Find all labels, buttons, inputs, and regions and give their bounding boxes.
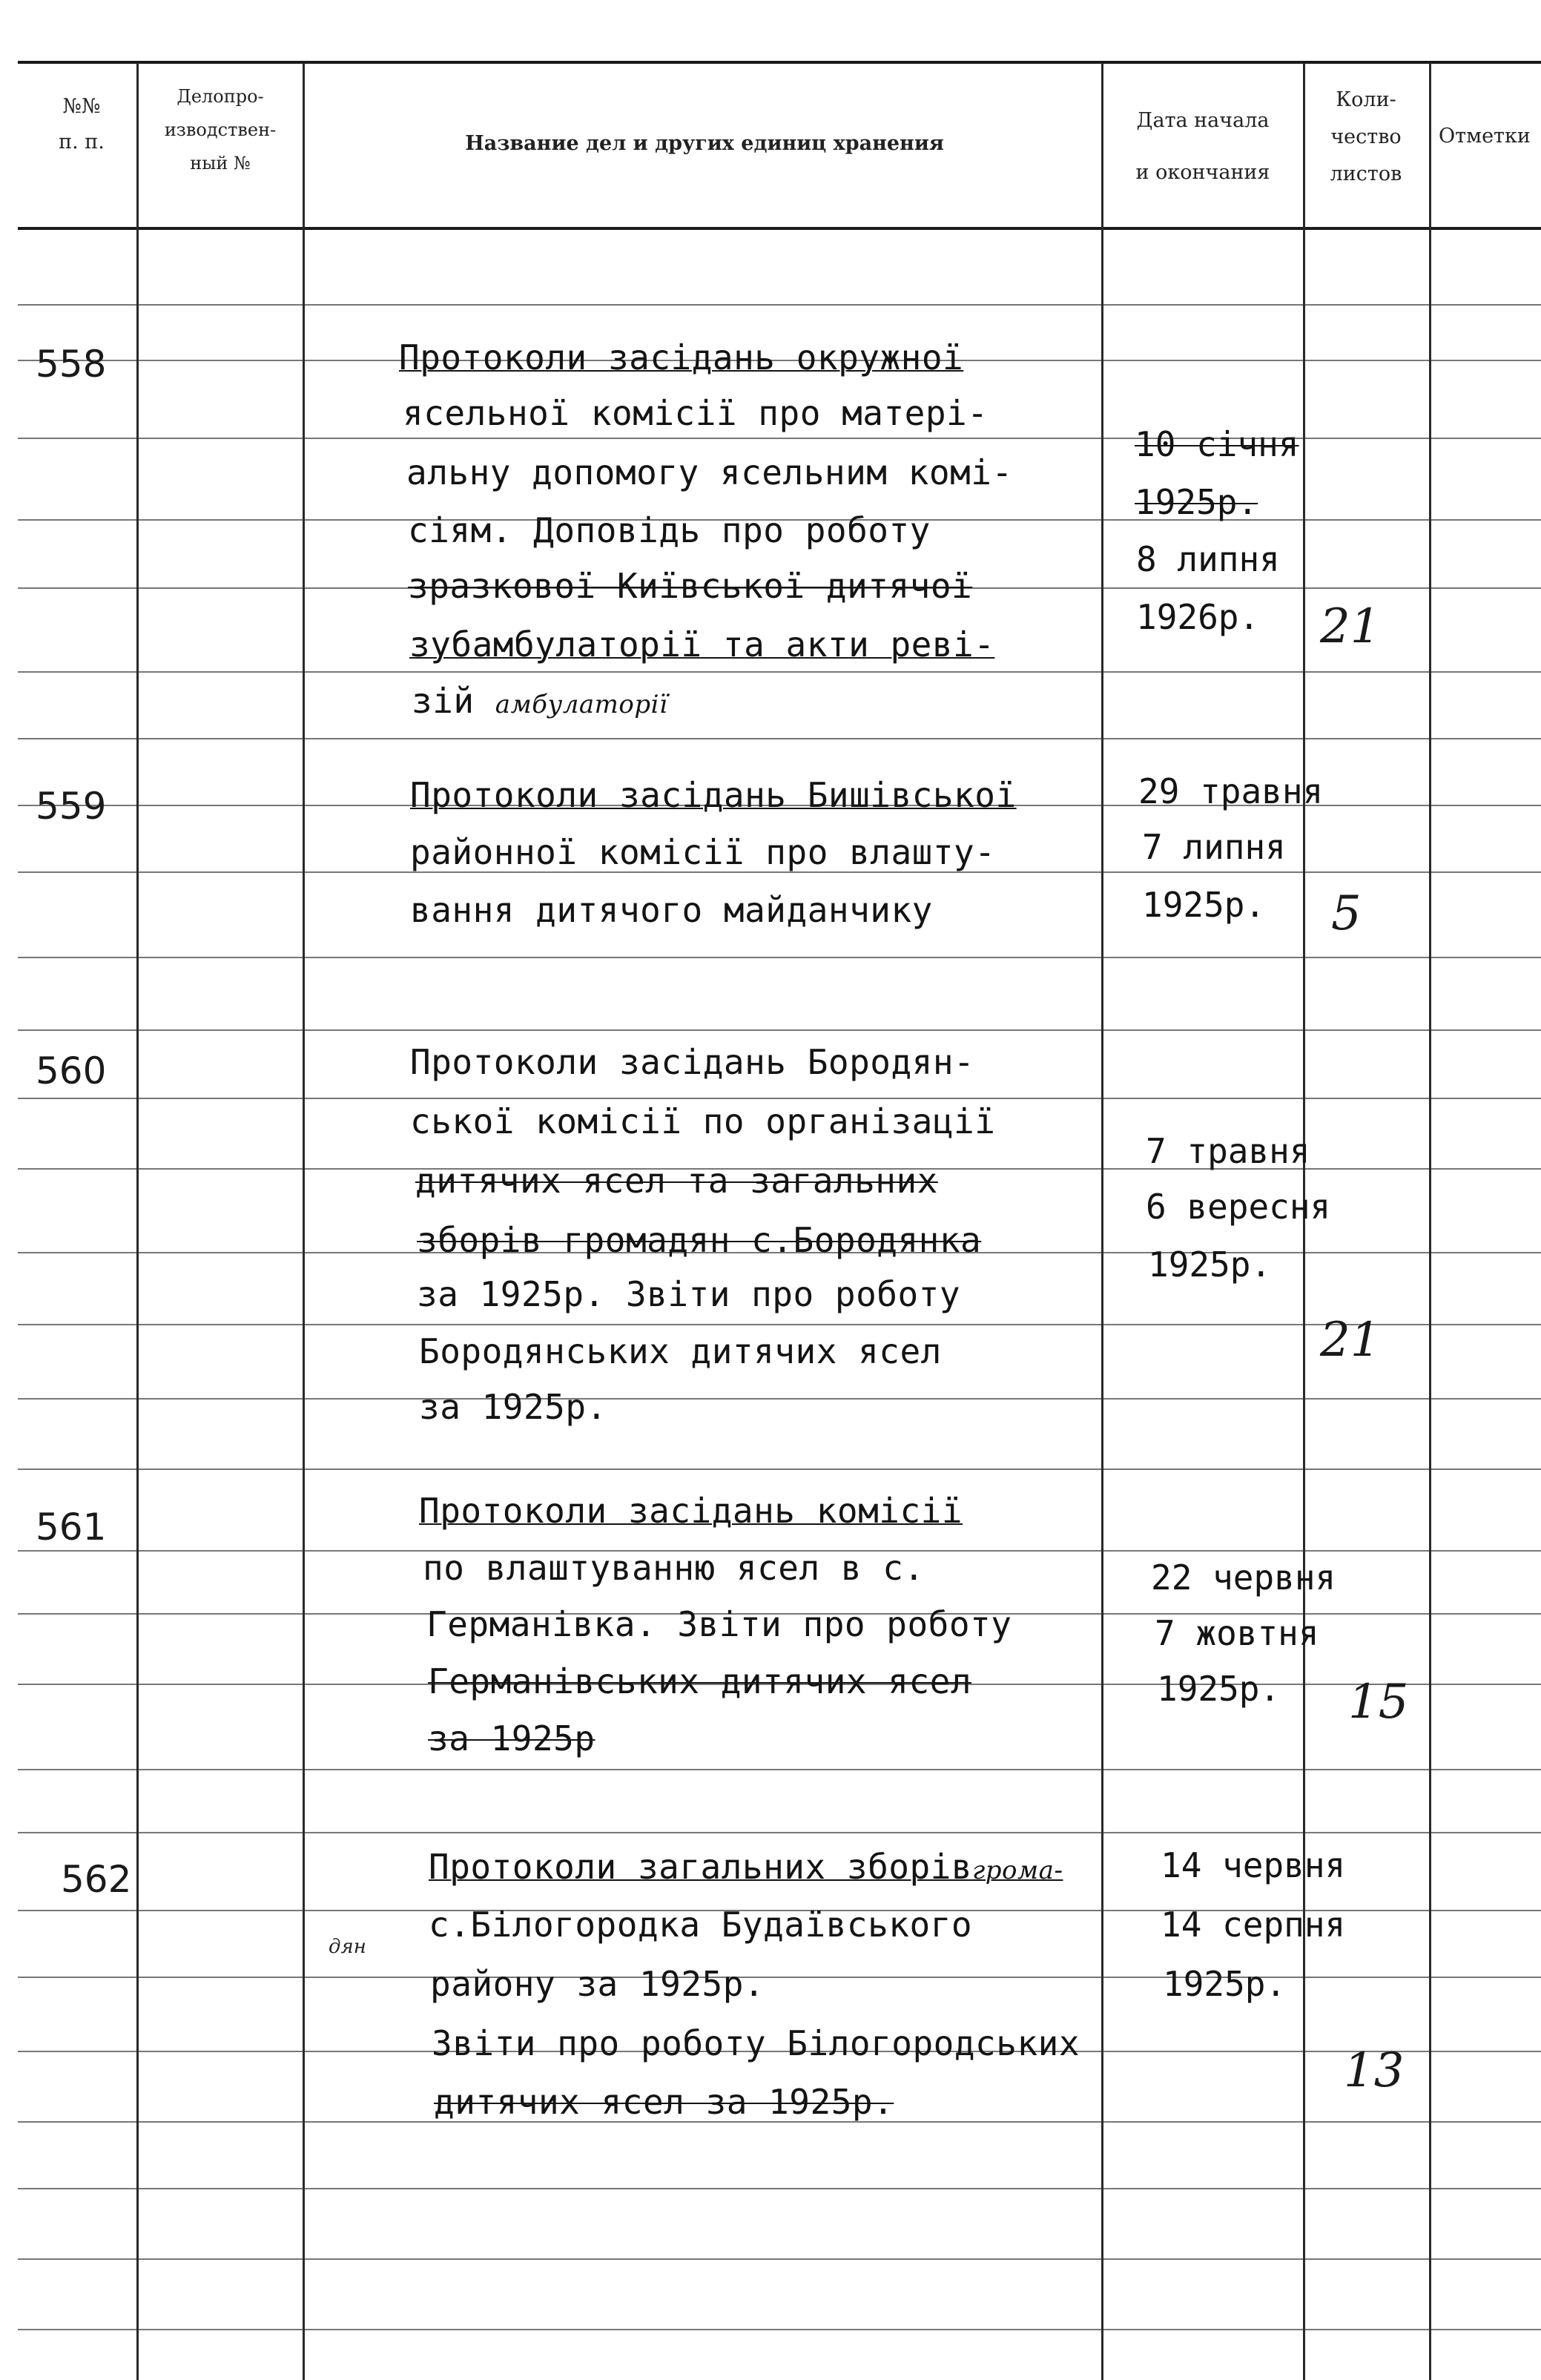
- row-rule: [18, 2258, 1541, 2260]
- record-title-line: ської комісії по організації: [410, 1101, 996, 1141]
- record-title-line: району за 1925р.: [430, 1964, 765, 2004]
- record-title-line: [429, 1847, 1063, 1887]
- record-date-line: 10 січня: [1135, 424, 1299, 464]
- record-date-line: 14 червня: [1161, 1845, 1346, 1885]
- record-number: 562: [61, 1858, 132, 1901]
- record-number: 558: [36, 343, 107, 386]
- column-divider: [136, 63, 139, 2380]
- row-rule: [18, 304, 1541, 306]
- row-rule: [18, 2329, 1541, 2330]
- record-date-line: 7 травня: [1146, 1131, 1310, 1171]
- header-office-number: Делопро- изводствен- ный №: [164, 86, 277, 174]
- row-rule: [18, 1029, 1541, 1031]
- column-divider: [1101, 63, 1103, 2380]
- record-date-line: 1925р.: [1157, 1669, 1281, 1709]
- row-rule: [18, 1769, 1541, 1770]
- record-title-line: альну допомогу ясельним комі-: [406, 452, 1013, 492]
- record-title-line: с.Білогородка Будаївського: [429, 1905, 973, 1945]
- record-title-line: за 1925р: [428, 1718, 595, 1758]
- margin-handwritten-note: дян: [329, 1936, 366, 1958]
- record-title-line: Германівських дитячих ясел: [428, 1661, 972, 1701]
- record-date-line: 22 червня: [1151, 1557, 1336, 1598]
- column-divider: [303, 63, 305, 2380]
- record-title-line: зборів громадян с.Бородянка: [417, 1220, 982, 1260]
- record-title-line: сіям. Доповідь про роботу: [408, 510, 931, 550]
- header-bottom-rule: [18, 227, 1541, 230]
- record-date-line: 1925р.: [1135, 482, 1258, 522]
- record-sheet-count: 5: [1331, 886, 1362, 941]
- handwritten-insertion: амбулаторії: [495, 690, 668, 719]
- row-rule: [18, 2188, 1541, 2189]
- header-top-rule: [18, 61, 1541, 64]
- record-date-line: 8 липня: [1136, 539, 1280, 579]
- record-title-line: по влаштуванню ясел в с.: [423, 1548, 925, 1588]
- record-title-line: [412, 681, 667, 721]
- record-title-line: Протоколи засідань Бишівської: [410, 775, 1017, 815]
- record-date-line: 1926р.: [1136, 597, 1260, 637]
- record-sheet-count: 13: [1344, 2043, 1405, 2098]
- record-number: 560: [36, 1049, 107, 1092]
- record-date-line: 1925р.: [1142, 885, 1266, 925]
- row-rule: [18, 738, 1541, 739]
- record-title-line: зубамбулаторії та акти реві-: [409, 624, 995, 665]
- row-rule: [18, 438, 1541, 439]
- record-date-line: 7 липня: [1142, 827, 1286, 867]
- record-title-line: за 1925р.: [419, 1387, 607, 1427]
- row-rule: [18, 1832, 1541, 1833]
- record-date-line: 14 серпня: [1161, 1905, 1346, 1945]
- record-title-line: Протоколи засідань Бородян-: [410, 1042, 975, 1082]
- record-number: 561: [36, 1506, 107, 1549]
- row-rule: [18, 671, 1541, 673]
- row-rule: [18, 1398, 1541, 1400]
- record-title-line: Протоколи засідань окружної: [399, 337, 964, 378]
- record-date-line: 1925р.: [1148, 1245, 1272, 1285]
- record-title-tail: зій: [412, 681, 475, 721]
- record-title-head: Протоколи загальних зборів: [429, 1847, 973, 1887]
- record-sheet-count: 21: [1320, 1313, 1381, 1368]
- record-title-line: ясельної комісії про матері-: [403, 393, 989, 433]
- record-sheet-count: 21: [1320, 599, 1381, 654]
- header-number: №№ п. п.: [59, 95, 105, 154]
- record-date-line: 7 жовтня: [1155, 1613, 1319, 1653]
- record-title-line: Звіти про роботу Білогородських: [432, 2023, 1080, 2063]
- record-title-line: районної комісії про влашту-: [410, 832, 996, 872]
- column-divider: [1429, 63, 1431, 2380]
- row-rule: [18, 957, 1541, 958]
- row-rule: [18, 1468, 1541, 1470]
- header-sheet-count: Коли- чество листов: [1330, 88, 1402, 185]
- record-title-line: дитячих ясел та загальних: [415, 1161, 938, 1201]
- row-rule: [18, 1098, 1541, 1099]
- record-title-line: вання дитячого майданчику: [410, 890, 933, 930]
- record-number: 559: [36, 785, 107, 828]
- row-rule: [18, 1977, 1541, 1978]
- record-title-line: за 1925р. Звіти про роботу: [417, 1274, 961, 1314]
- record-date-line: 29 травня: [1138, 771, 1324, 811]
- record-title-line: дитячих ясел за 1925р.: [434, 2082, 894, 2122]
- record-title-line: зразкової Київської дитячої: [408, 566, 973, 606]
- record-sheet-count: 15: [1348, 1675, 1409, 1730]
- header-notes: Отметки: [1439, 125, 1531, 148]
- header-dates: Дата начала и окончания: [1135, 109, 1270, 184]
- record-title-line: Бородянських дитячих ясел: [419, 1331, 942, 1371]
- handwritten-insertion: грома-: [972, 1856, 1063, 1885]
- header-title: Название дел и других единиц хранения: [465, 132, 944, 155]
- row-rule: [18, 1324, 1541, 1325]
- record-date-line: 6 вересня: [1146, 1187, 1331, 1227]
- record-title-line: Германівка. Звіти про роботу: [426, 1604, 1012, 1644]
- record-title-line: Протоколи засідань комісії: [419, 1491, 963, 1531]
- record-date-line: 1925р.: [1163, 1964, 1287, 2004]
